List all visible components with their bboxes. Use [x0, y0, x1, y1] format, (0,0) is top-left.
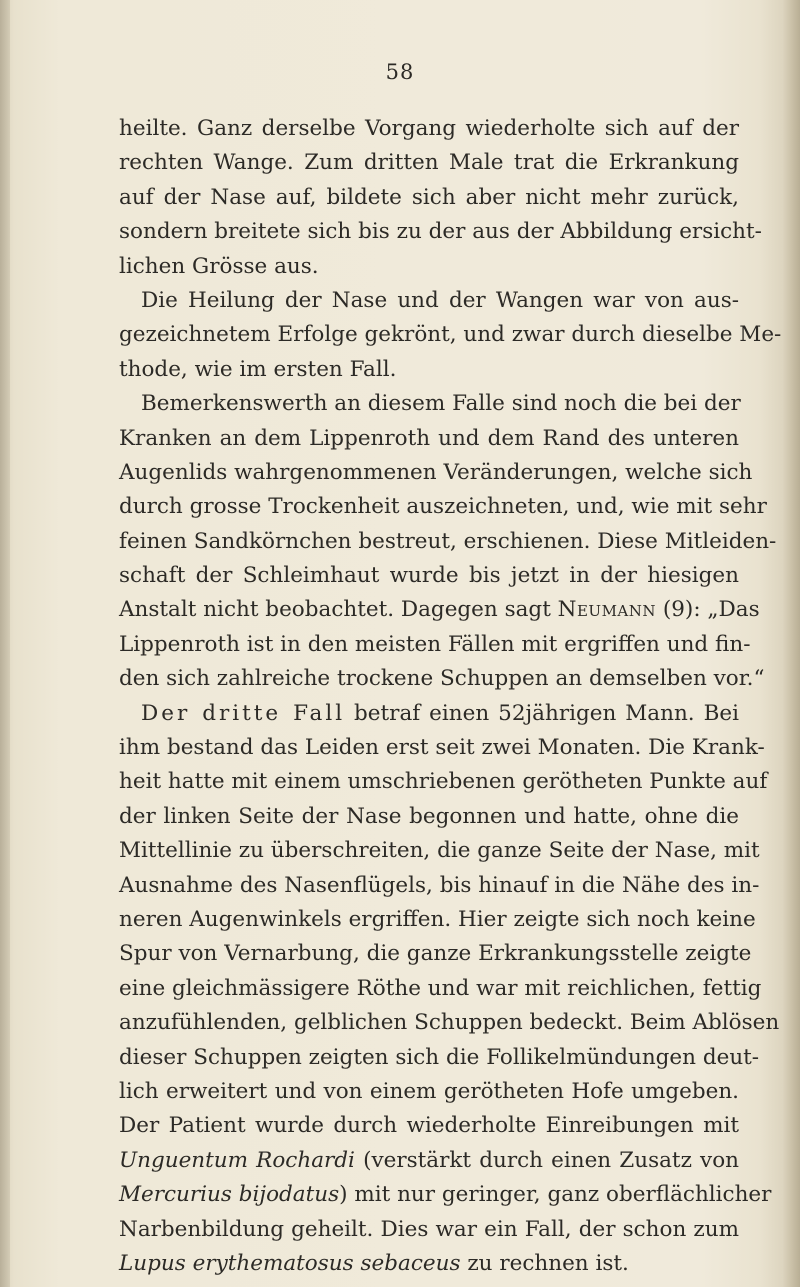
text-line: schaft der Schleimhaut wurde bis jetzt in der hiesigen	[119, 563, 739, 589]
text-line: Kranken an dem Lippenroth und dem Rand des unteren	[119, 425, 739, 451]
text-line: gezeichnetem Erfolge gekrönt, und zwar durch dieselbe Me-	[119, 322, 782, 348]
text-line: heilte. Ganz derselbe Vorgang wiederholte sich auf der	[119, 116, 739, 141]
text-line: dieser Schuppen zeigten sich die Follikelmündungen deut-	[119, 1044, 760, 1070]
text-line: eine gleichmässigere Röthe und war mit reichlichen, fettig	[119, 975, 762, 1001]
body-text	[119, 112, 782, 1281]
author-name: Neumann	[557, 597, 657, 623]
text-line: heit hatte mit einem umschriebenen gerötheten Punkte auf	[119, 769, 768, 795]
text-line: Mittellinie zu überschreiten, die ganze Seite der Nase, mit	[119, 838, 760, 864]
italic-term: Mercurius bijodatus	[119, 1182, 340, 1208]
text-line: Anstalt nicht beobachtet. Dagegen sagt Neumann (9): „Das	[119, 597, 760, 623]
page-right-edge	[782, 0, 800, 1287]
text-line: rechten Wange. Zum dritten Male trat die Erkrankung	[119, 150, 739, 176]
italic-term: Lupus erythematosus sebaceus	[119, 1250, 461, 1276]
text-line: thode, wie im ersten Fall.	[119, 356, 397, 382]
case-heading: Der dritte Fall	[141, 700, 346, 726]
text-line: der linken Seite der Nase begonnen und hatte, ohne die	[119, 803, 739, 829]
text-line: Unguentum Rochardi (verstärkt durch einen Zusatz von	[119, 1147, 739, 1173]
text-line: Ausnahme des Nasenflügels, bis hinauf in die Nähe des in-	[119, 872, 760, 898]
text-line: lich erweitert und von einem gerötheten Hofe umgeben.	[119, 1078, 739, 1104]
text-line: Der Patient wurde durch wiederholte Einreibungen mit	[119, 1113, 739, 1139]
text-line: Augenlids wahrgenommenen Veränderungen, welche sich	[119, 459, 753, 485]
text-line: durch grosse Trockenheit auszeichneten, und, wie mit sehr	[119, 494, 767, 520]
text-line: den sich zahlreiche trockene Schuppen an demselben vor.“	[119, 666, 765, 692]
text-line: lichen Grösse aus.	[119, 253, 319, 279]
text-line: anzufühlenden, gelblichen Schuppen bedeckt. Beim Ablösen	[119, 1010, 780, 1036]
text-line: Die Heilung der Nase und der Wangen war von aus-	[141, 287, 739, 313]
text-line: neren Augenwinkels ergriffen. Hier zeigte sich noch keine	[119, 906, 756, 932]
text-line: Lippenroth ist in den meisten Fällen mit ergriffen und fin-	[119, 631, 751, 657]
text-line: auf der Nase auf, bildete sich aber nicht mehr zurück,	[119, 184, 739, 210]
page-left-edge	[0, 0, 10, 1287]
text-line: Narbenbildung geheilt. Dies war ein Fall, der schon zum	[119, 1216, 739, 1242]
text-line: Mercurius bijodatus) mit nur geringer, ganz oberflächlicher	[119, 1182, 772, 1208]
text-line: Bemerkenswerth an diesem Falle sind noch die bei der	[141, 391, 741, 417]
page-number: 58	[385, 60, 415, 84]
text-line: feinen Sandkörnchen bestreut, erschienen. Diese Mitleiden-	[119, 528, 777, 554]
text-line: Spur von Vernarbung, die ganze Erkrankungsstelle zeigte	[119, 941, 752, 967]
text-line: Lupus erythematosus sebaceus zu rechnen ist.	[119, 1250, 629, 1276]
text-line: Der dritte Fall betraf einen 52jährigen Mann. Bei	[141, 700, 739, 726]
italic-term: Unguentum Rochardi	[119, 1147, 355, 1173]
text-line: sondern breitete sich bis zu der aus der Abbildung ersicht-	[119, 219, 762, 245]
text-line: ihm bestand das Leiden erst seit zwei Monaten. Die Krank-	[119, 735, 765, 761]
